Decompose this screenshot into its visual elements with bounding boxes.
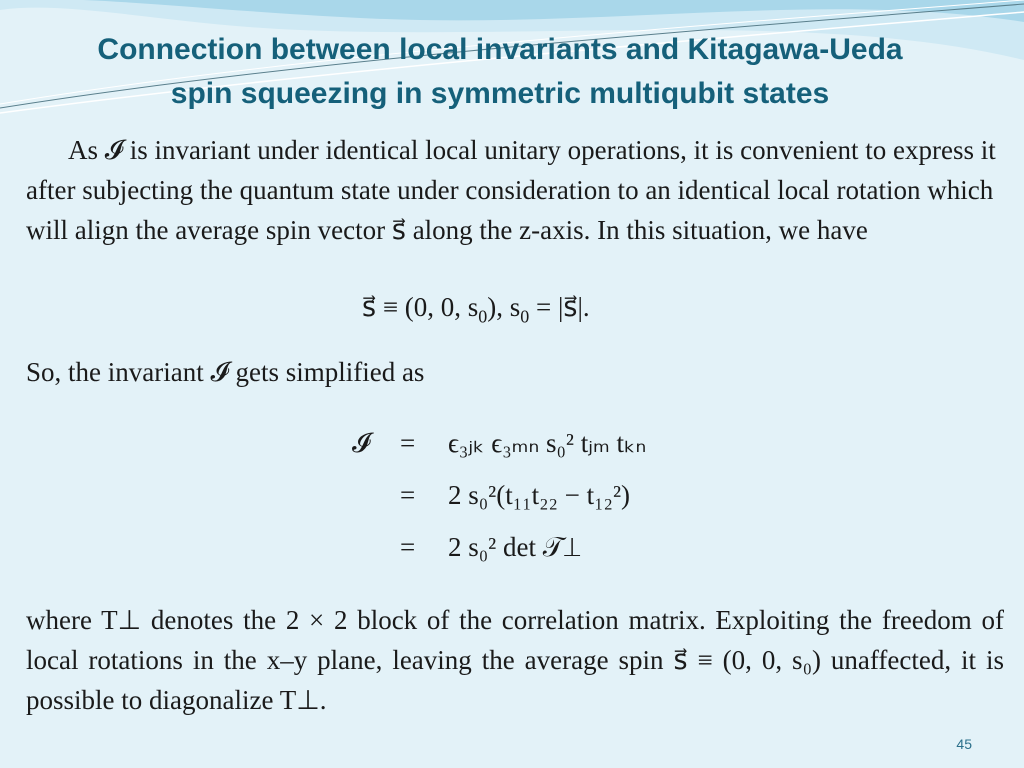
intro-paragraph: As 𝓘 is invariant under identical local unitary operations, it is convenient to express it after subjecting the quantum state under consideration to an identical local rotation which will align the average spin vector s⃗ along the z-axis. In this situation, we have — [26, 135, 996, 245]
eq1-sub0: 0 — [478, 306, 488, 327]
spin-vector-equation — [362, 292, 590, 327]
eq1-mid: ), s — [487, 292, 521, 322]
eq-row1-equals: = — [400, 428, 416, 458]
slide-title — [0, 28, 1000, 116]
slide-title-line2: spin squeezing in symmetric multiqubit states — [170, 77, 830, 110]
slide-title-line1: Connection between local invariants and Kitagawa-Ueda — [97, 33, 903, 66]
eq1-sub1: 0 — [520, 306, 530, 327]
eq-row1-rhs: ϵ₃ⱼₖ ϵ₃ₘₙ s₀² tⱼₘ tₖₙ — [448, 428, 647, 458]
eq1-lhs: s⃗ ≡ (0, 0, s — [362, 292, 479, 322]
invariant-symbol: 𝓘 — [352, 428, 371, 458]
eq-row2-rhs: 2 s₀²(t₁₁t₂₂ − t₁₂²) — [448, 480, 631, 510]
diagonalize-paragraph: where T⊥ denotes the 2 × 2 block of the correlation matrix. Exploiting the freedom of local rotations in the x–y plane, leaving the average spin s⃗ ≡ (0, 0, s₀) unaffected, it is possible to diagonalize T⊥. — [26, 605, 1004, 715]
slide-number: 45 — [956, 736, 972, 752]
eq-row2-equals: = — [400, 480, 416, 510]
simplification-sentence: So, the invariant 𝓘 gets simplified as — [26, 357, 425, 387]
eq-row3-equals: = — [400, 532, 416, 562]
eq-row3-rhs: 2 s₀² det 𝒯⊥ — [448, 532, 581, 562]
eq1-rhs: = |s⃗|. — [529, 292, 590, 322]
